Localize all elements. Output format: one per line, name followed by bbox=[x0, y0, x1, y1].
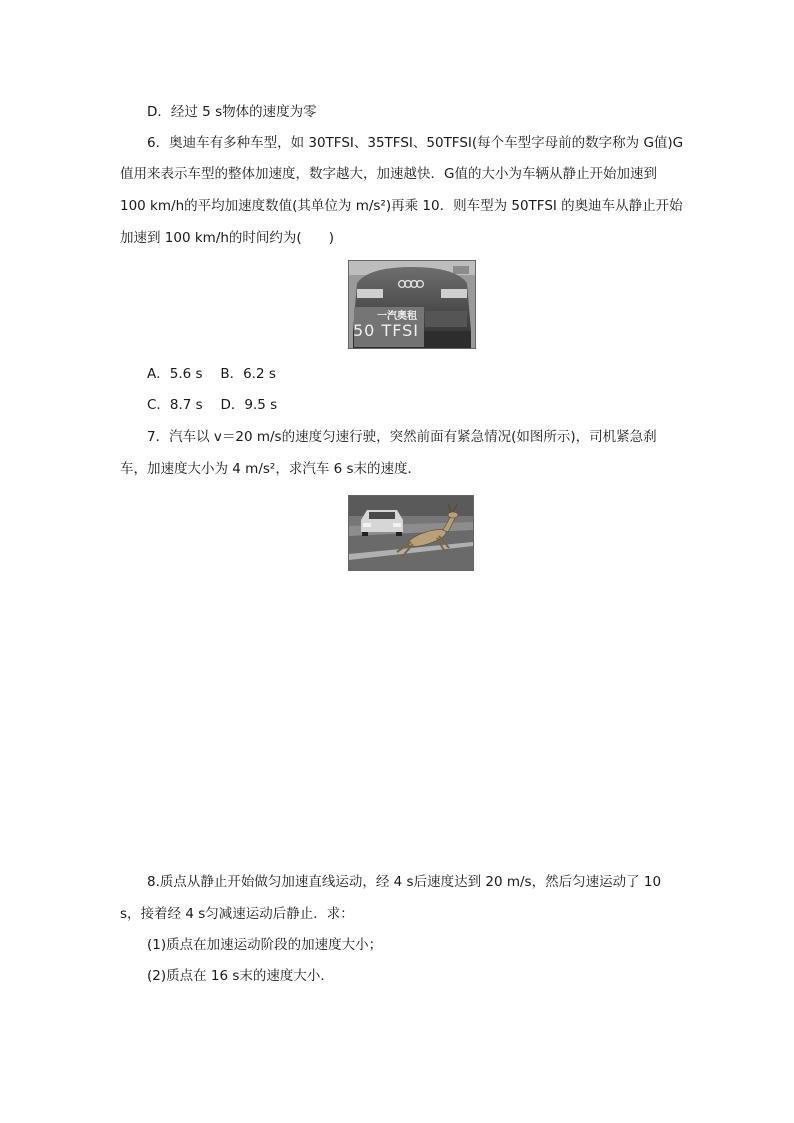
q7-line-1: 7．汽车以 v＝20 m/s的速度匀速行驶，突然前面有紧急情况(如图所示)，司机紧急刹 bbox=[147, 429, 657, 445]
q7-line-2: 车，加速度大小为 4 m/s²，求汽车 6 s末的速度． bbox=[120, 461, 422, 477]
q8-line-1: 8.质点从静止开始做匀加速直线运动，经 4 s后速度达到 20 m/s，然后匀速运动了 10 bbox=[147, 874, 662, 890]
q6-line-3: 100 km/h的平均加速度数值(其单位为 m/s²)再乘 10．则车型为 50TFSI 的奥迪车从静止开始 bbox=[120, 198, 683, 214]
q6-options-row-1: A．5.6 s B．6.2 s bbox=[147, 366, 276, 382]
audi-rear-photo bbox=[348, 260, 476, 349]
q8-sub-2: (2)质点在 16 s末的速度大小． bbox=[147, 968, 334, 984]
q8-sub-1: (1)质点在加速运动阶段的加速度大小； bbox=[147, 937, 383, 953]
q8-line-2: s，接着经 4 s匀减速运动后静止．求： bbox=[120, 906, 354, 922]
q5-option-d: D．经过 5 s物体的速度为零 bbox=[147, 104, 317, 120]
plate-text: 一汽奥租 bbox=[377, 311, 417, 322]
tfsi-badge-text: 50 TFSI bbox=[353, 321, 420, 340]
q6-line-4: 加速到 100 km/h的时间约为( ) bbox=[120, 230, 334, 246]
q6-line-2: 值用来表示车型的整体加速度，数字越大，加速越快．G值的大小为车辆从静止开始加速到 bbox=[120, 166, 657, 182]
q6-line-1: 6．奥迪车有多种车型，如 30TFSI、35TFSI、50TFSI(每个车型字母前的数字称为 G值)G bbox=[147, 135, 684, 151]
q6-options-row-2: C．8.7 s D．9.5 s bbox=[147, 397, 278, 413]
deer-car-photo bbox=[348, 495, 474, 571]
